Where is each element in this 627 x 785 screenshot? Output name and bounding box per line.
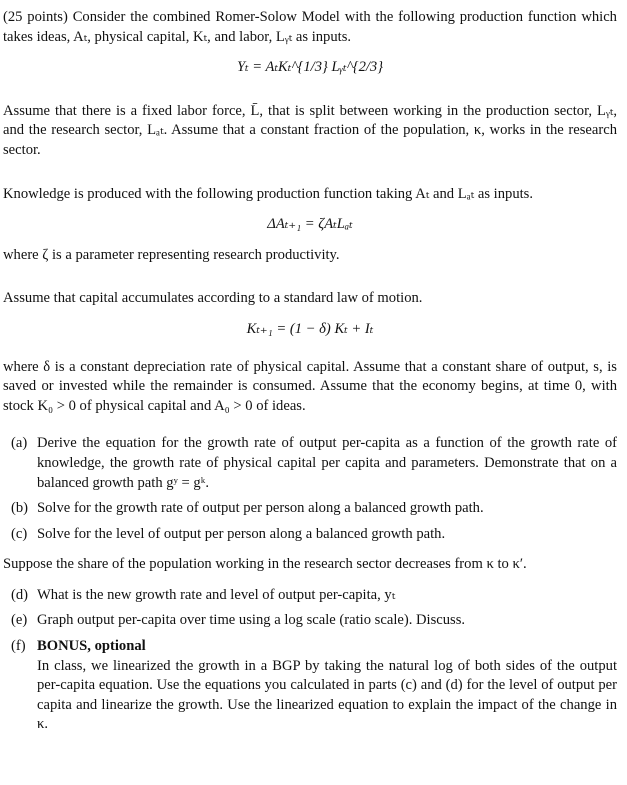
- part-c-text: Solve for the level of output per person along a balanced growth path.: [37, 525, 446, 542]
- part-e-label: (e): [11, 612, 28, 629]
- part-b-label: (b): [11, 500, 29, 517]
- capital-equation: Kₜ₊₁ = (1 − δ) Kₜ + Iₜ: [246, 320, 374, 337]
- zeta-paragraph: where ζ is a parameter representing research productivity.: [3, 246, 340, 263]
- part-c: [3, 525, 617, 545]
- part-a: [3, 434, 617, 493]
- parts-list-second: [3, 586, 617, 735]
- part-f-text: In class, we linearized the growth in a BGP by taking the natural log of both sides of the output per-capita equation. Use the equations you calculated in parts (c) and (d) for the level of output per capita and linearize the growth. Use the linearized equation to explain the impact of the change in κ.: [37, 657, 617, 733]
- intro-text: Consider the combined Romer-Solow Model with the following production function which takes ideas, Aₜ, physical capital, Kₜ, and labor, Lᵧₜ as inputs.: [3, 9, 617, 45]
- part-f-title: BONUS, optional: [37, 638, 146, 655]
- delta-paragraph: where δ is a constant depreciation rate of physical capital. Assume that a constant share of output, s, is saved or invested while the remainder is consumed. Assume that the economy begins, at time 0, with stock K₀ > 0 of physical capital and A₀ > 0 of ideas.: [3, 358, 617, 414]
- parts-list-first: [3, 434, 617, 544]
- part-f-label: (f): [11, 638, 26, 655]
- part-d: [3, 586, 617, 606]
- part-e-text: Graph output per-capita over time using a log scale (ratio scale). Discuss.: [37, 612, 466, 629]
- part-d-label: (d): [11, 586, 29, 603]
- part-e: [3, 611, 617, 631]
- part-a-label: (a): [11, 435, 28, 452]
- part-a-text: Derive the equation for the growth rate of output per-capita as a function of the growth rate of knowledge, the growth rate of physical capital per capita and parameters. Demonstrate that on a balanced growth path gʸ = gᵏ.: [37, 435, 617, 491]
- part-b: [3, 499, 617, 519]
- labor-paragraph: Assume that there is a fixed labor force, L̄, that is split between working in the production sector, Lᵧₜ, and the research sector, Lₐₜ. Assume that a constant fraction of the population, κ, works in the research sector.: [3, 102, 617, 158]
- points-label: (25 points): [3, 9, 68, 25]
- part-d-text: What is the new growth rate and level of output per-capita, yₜ: [37, 586, 396, 603]
- part-f: [3, 637, 617, 735]
- intro-paragraph: [3, 8, 617, 47]
- knowledge-intro: Knowledge is produced with the following production function taking Aₜ and Lₐₜ as inputs.: [3, 185, 533, 202]
- part-b-text: Solve for the growth rate of output per person along a balanced growth path.: [37, 500, 484, 517]
- knowledge-equation: ΔAₜ₊₁ = ζAₜLₐₜ: [267, 216, 353, 233]
- part-c-label: (c): [11, 525, 28, 542]
- suppose-paragraph: Suppose the share of the population working in the research sector decreases from κ to κ′.: [3, 556, 527, 573]
- production-equation: Yₜ = AₜKₜ^{1/3} Lᵧₜ^{2/3}: [236, 59, 384, 76]
- capital-intro: Assume that capital accumulates according to a standard law of motion.: [3, 290, 423, 307]
